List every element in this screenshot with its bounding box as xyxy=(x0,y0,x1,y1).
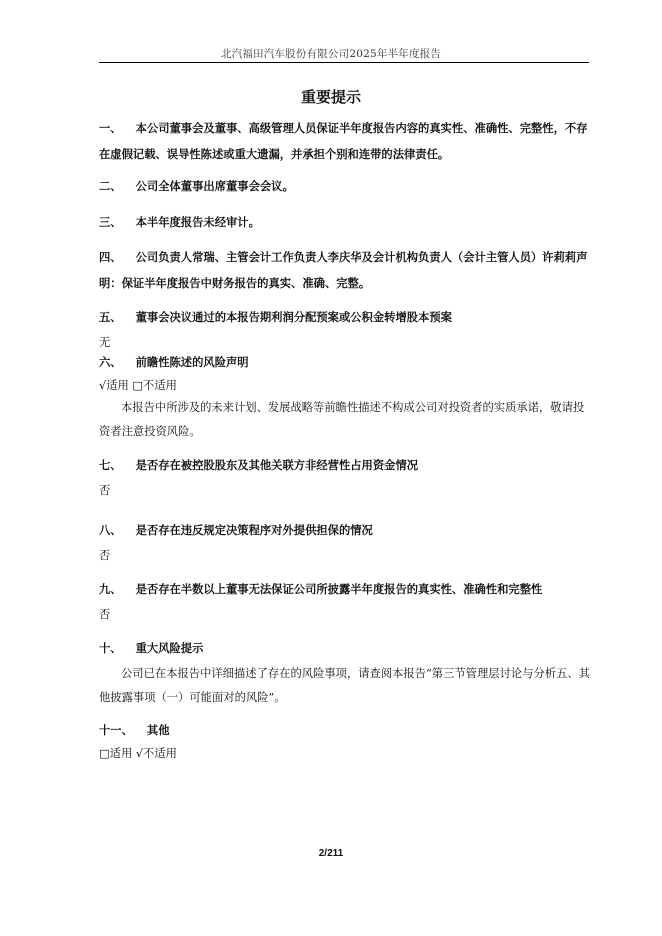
section-number: 七、 xyxy=(99,459,122,472)
section-heading-text: 是否存在违反规定决策程序对外提供担保的情况 xyxy=(135,524,373,537)
section-number: 八、 xyxy=(99,524,122,537)
applicability-options: □适用 √不适用 xyxy=(99,747,177,760)
section-heading xyxy=(99,116,591,168)
section-paragraph: 公司已在本报告中详细描述了存在的风险事项，请查阅本报告“第三节管理层讨论与分析五、其他披露事项（一）可能面对的风险”。 xyxy=(99,667,590,704)
section-heading xyxy=(99,636,591,662)
section-heading xyxy=(99,718,591,744)
section-heading xyxy=(99,518,591,544)
section-heading xyxy=(99,245,591,297)
section-number: 二、 xyxy=(99,180,122,193)
section-1 xyxy=(99,116,591,168)
section-heading-text: 董事会决议通过的本报告期利润分配预案或公积金转增股本预案 xyxy=(135,311,452,324)
section-9 xyxy=(99,577,591,627)
section-body: 无 xyxy=(99,336,111,349)
section-heading-text: 其他 xyxy=(146,724,170,737)
section-body: 否 xyxy=(99,608,111,621)
section-number: 十、 xyxy=(99,642,122,655)
section-heading xyxy=(99,305,591,331)
section-heading xyxy=(99,174,591,200)
section-body: 否 xyxy=(99,549,111,562)
header-divider xyxy=(99,62,589,63)
section-paragraph: 本报告中所涉及的未来计划、发展战略等前瞻性描述不构成公司对投资者的实质承诺，敬请投资者注意投资风险。 xyxy=(99,401,585,438)
page-number: 2/211 xyxy=(318,848,344,859)
section-heading-text: 本公司董事会及董事、高级管理人员保证半年度报告内容的真实性、准确性、完整性，不存在虚假记载、误导性陈述或重大遗漏，并承担个别和连带的法律责任。 xyxy=(99,122,588,161)
section-8 xyxy=(99,518,591,568)
section-heading xyxy=(99,453,591,479)
section-2 xyxy=(99,174,591,200)
section-heading-text: 公司负责人常瑞、主管会计工作负责人李庆华及会计机构负责人（会计主管人员）许莉莉声明：保证半年度报告中财务报告的真实、准确、完整。 xyxy=(99,251,588,290)
section-number: 五、 xyxy=(99,311,122,324)
section-body: 否 xyxy=(99,484,111,497)
section-10 xyxy=(99,636,591,710)
section-heading-text: 本半年度报告未经审计。 xyxy=(135,216,260,229)
section-heading-text: 是否存在被控股股东及其他关联方非经营性占用资金情况 xyxy=(135,459,419,472)
section-number: 三、 xyxy=(99,216,122,229)
section-heading-text: 重大风险提示 xyxy=(135,642,204,655)
section-11 xyxy=(99,718,591,764)
page-title: 重要提示 xyxy=(300,88,361,106)
section-3 xyxy=(99,210,591,236)
section-heading xyxy=(99,577,591,603)
section-7 xyxy=(99,453,591,503)
section-4 xyxy=(99,245,591,297)
applicability-options: √适用 □不适用 xyxy=(99,379,177,392)
section-number: 六、 xyxy=(99,356,122,369)
section-heading xyxy=(99,210,591,236)
section-heading xyxy=(99,350,591,376)
section-heading-text: 公司全体董事出席董事会会议。 xyxy=(135,180,294,193)
section-number: 四、 xyxy=(99,251,122,264)
section-number: 九、 xyxy=(99,583,122,596)
section-number: 十一、 xyxy=(99,724,133,737)
section-heading-text: 是否存在半数以上董事无法保证公司所披露半年度报告的真实性、准确性和完整性 xyxy=(135,583,543,596)
section-heading-text: 前瞻性陈述的风险声明 xyxy=(135,356,249,369)
section-number: 一、 xyxy=(99,122,122,135)
section-5 xyxy=(99,305,591,355)
page-header: 北汽福田汽车股份有限公司2025年半年度报告 xyxy=(220,48,442,60)
section-6 xyxy=(99,350,591,444)
